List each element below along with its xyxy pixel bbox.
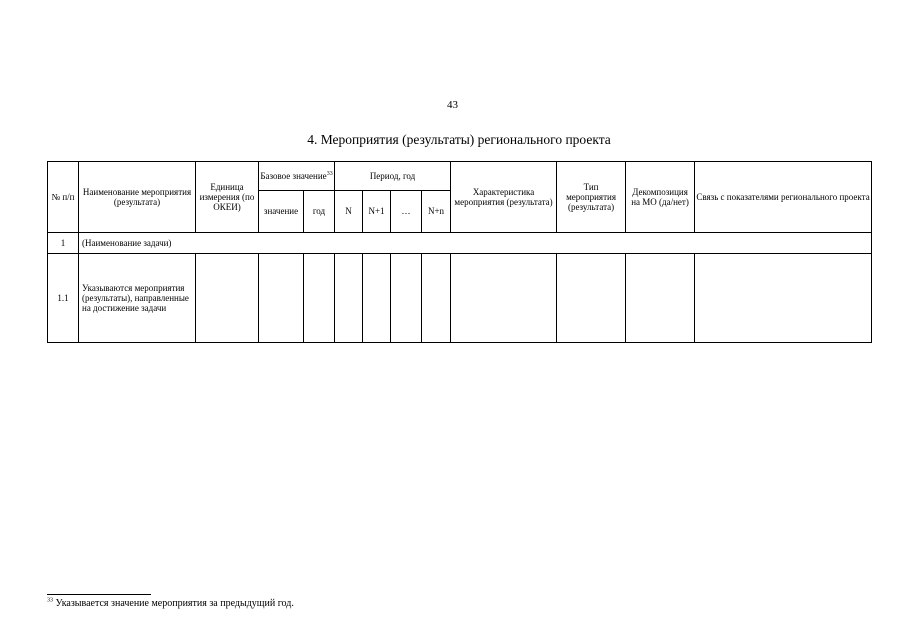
table-row-task xyxy=(48,233,872,254)
header-base xyxy=(259,162,335,191)
footnote xyxy=(47,598,294,609)
header-unit: Единица измерения (по ОКЕИ) xyxy=(196,162,259,233)
cell xyxy=(259,254,304,343)
item-num: 1.1 xyxy=(48,254,79,343)
header-base-value: значение xyxy=(259,191,304,233)
header-row xyxy=(48,162,872,191)
cell xyxy=(451,254,557,343)
header-period: Период, год xyxy=(335,162,451,191)
header-base-label: Базовое значение xyxy=(260,170,327,181)
header-decomposition: Декомпозиция на МО (да/нет) xyxy=(626,162,695,233)
footnote-ref: 33 xyxy=(326,170,333,177)
header-base-year: год xyxy=(304,191,335,233)
header-type: Тип мероприятия (результата) xyxy=(557,162,626,233)
footnote-divider xyxy=(47,594,151,595)
footnote-number: 33 xyxy=(47,597,53,604)
cell xyxy=(304,254,335,343)
task-num: 1 xyxy=(48,233,79,254)
table-row-item xyxy=(48,254,872,343)
cell xyxy=(363,254,391,343)
cell xyxy=(391,254,422,343)
activities-table xyxy=(47,161,872,343)
header-link: Связь с показателями регионального проекта xyxy=(695,162,872,233)
header-name: Наименование мероприятия (результата) xyxy=(79,162,196,233)
task-label: (Наименование задачи) xyxy=(79,233,872,254)
header-period-n: N xyxy=(335,191,363,233)
cell xyxy=(422,254,451,343)
cell xyxy=(557,254,626,343)
section-title: 4. Мероприятия (результаты) регионального проекта xyxy=(307,132,611,147)
item-label: Указываются мероприятия (результаты), направленные на достижение задачи xyxy=(79,254,196,343)
header-period-ellipsis: … xyxy=(391,191,422,233)
cell xyxy=(196,254,259,343)
cell xyxy=(626,254,695,343)
header-num: № п/п xyxy=(48,162,79,233)
page-number: 43 xyxy=(447,99,458,111)
footnote-text: Указывается значение мероприятия за предыдущий год. xyxy=(53,598,294,609)
cell xyxy=(335,254,363,343)
cell xyxy=(695,254,872,343)
header-period-nn: N+n xyxy=(422,191,451,233)
header-period-n1: N+1 xyxy=(363,191,391,233)
header-characteristic: Характеристика мероприятия (результата) xyxy=(451,162,557,233)
